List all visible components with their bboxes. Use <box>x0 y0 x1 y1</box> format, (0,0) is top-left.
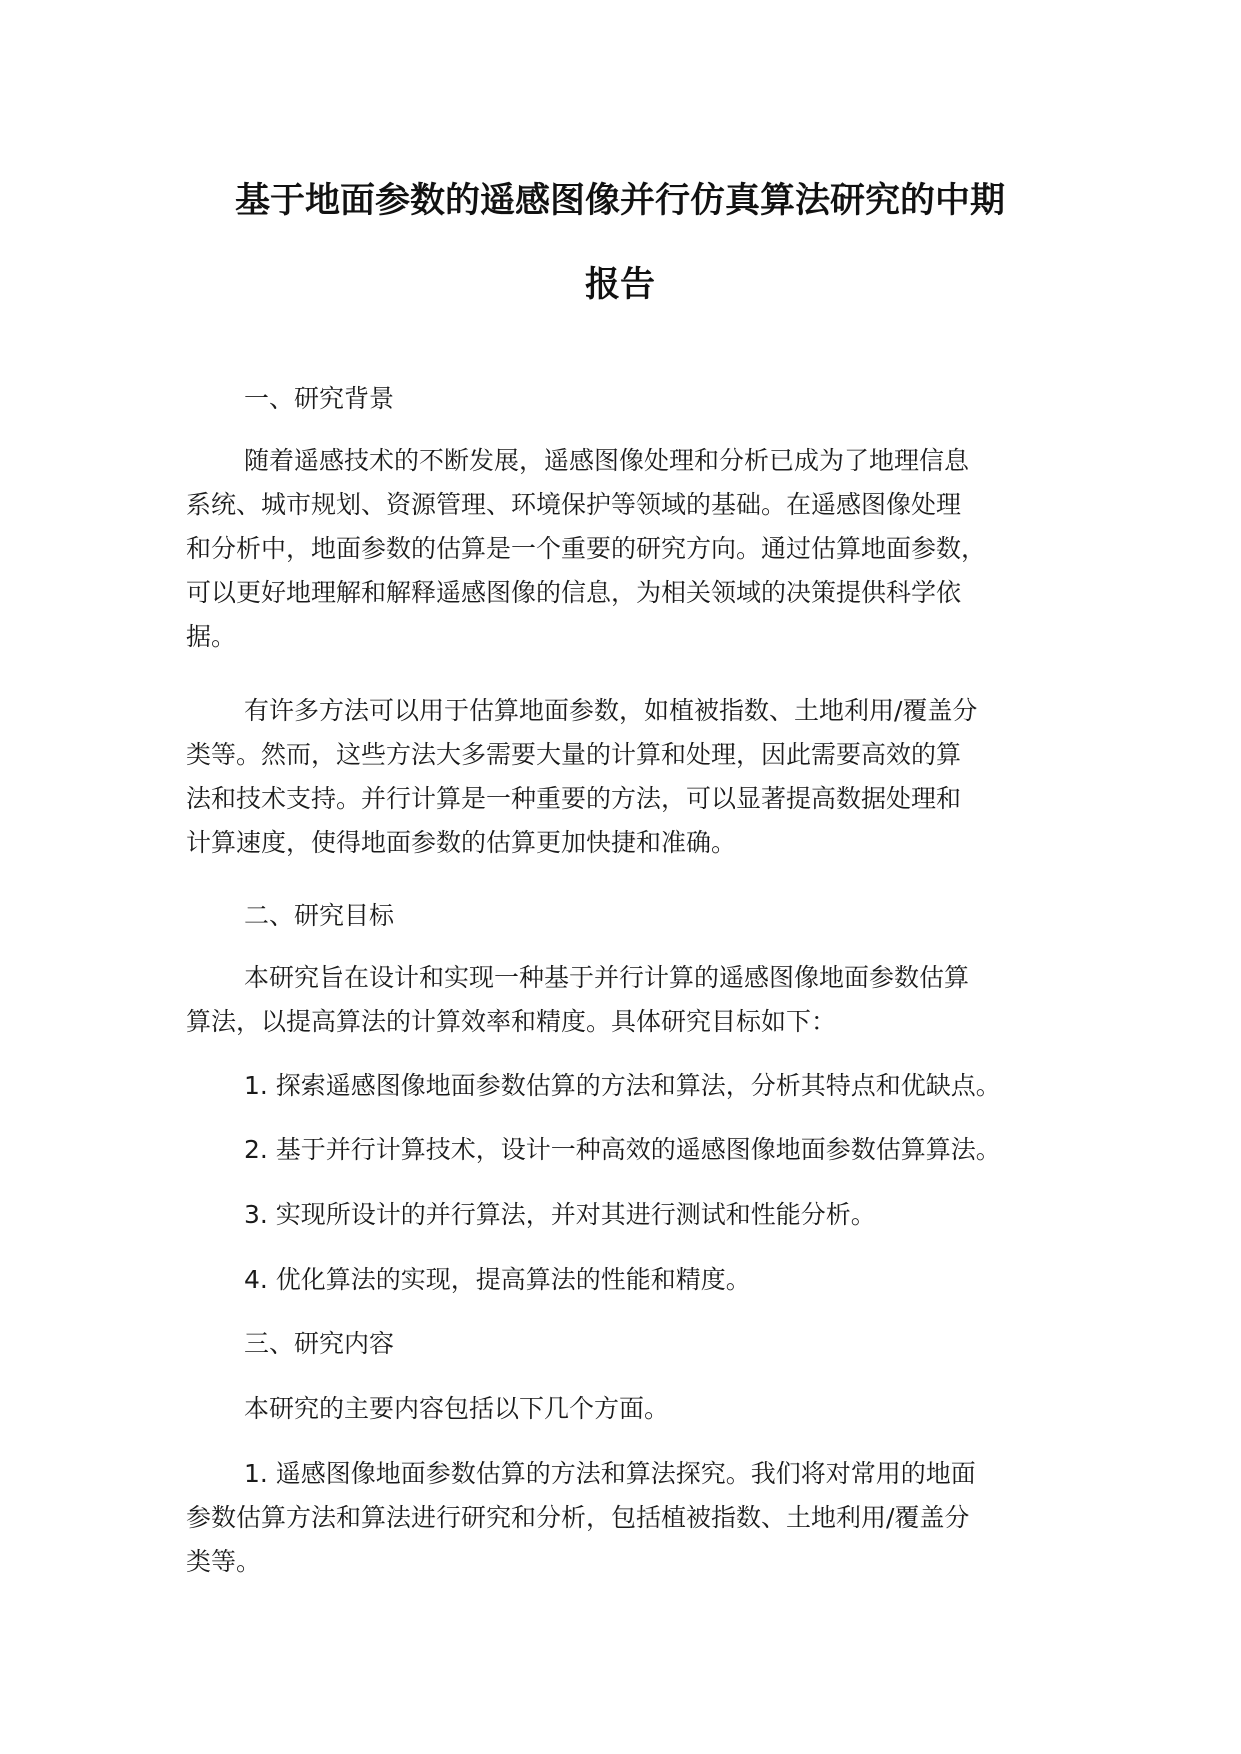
paragraph-line: 算法，以提高算法的计算效率和精度。具体研究目标如下： <box>186 1007 837 1036</box>
paragraph-line: 系统、城市规划、资源管理、环境保护等领域的基础。在遥感图像处理 <box>186 490 962 519</box>
goal-item <box>186 1193 1086 1237</box>
paragraph-methods <box>186 689 1086 865</box>
heading-text: 一、研究背景 <box>244 384 395 413</box>
document-title-line-1: 基于地面参数的遥感图像并行仿真算法研究的中期 <box>234 181 1005 221</box>
heading-text: 三、研究内容 <box>244 1329 395 1358</box>
paragraph-line: 法和技术支持。并行计算是一种重要的方法，可以显著提高数据处理和 <box>186 784 962 813</box>
goal-item <box>186 1258 1086 1302</box>
paragraph-line: 计算速度，使得地面参数的估算更加快捷和准确。 <box>186 828 737 857</box>
heading-text: 二、研究目标 <box>244 901 395 930</box>
goal-text: 1. 探索遥感图像地面参数估算的方法和算法，分析其特点和优缺点。 <box>244 1071 1001 1100</box>
paragraph-line: 据。 <box>186 622 237 651</box>
paragraph-line: 参数估算方法和算法进行研究和分析，包括植被指数、土地利用/覆盖分 <box>186 1503 970 1532</box>
section-heading-background <box>186 377 1086 421</box>
document-title-line-2: 报告 <box>584 265 655 305</box>
paragraph-line: 有许多方法可以用于估算地面参数，如植被指数、土地利用/覆盖分 <box>244 696 978 725</box>
paragraph-goals-intro <box>186 956 1086 1044</box>
goal-text: 3. 实现所设计的并行算法，并对其进行测试和性能分析。 <box>244 1200 876 1229</box>
paragraph-line: 1. 遥感图像地面参数估算的方法和算法探究。我们将对常用的地面 <box>244 1459 976 1488</box>
goal-item <box>186 1064 1086 1108</box>
paragraph-line: 类等。然而，这些方法大多需要大量的计算和处理，因此需要高效的算 <box>186 740 962 769</box>
paragraph-line: 和分析中，地面参数的估算是一个重要的研究方向。通过估算地面参数， <box>186 534 987 563</box>
goal-item <box>186 1128 1086 1172</box>
paragraph-line: 本研究旨在设计和实现一种基于并行计算的遥感图像地面参数估算 <box>244 963 970 992</box>
goal-text: 4. 优化算法的实现，提高算法的性能和精度。 <box>244 1265 751 1294</box>
paragraph-line: 可以更好地理解和解释遥感图像的信息，为相关领域的决策提供科学依 <box>186 578 962 607</box>
content-item <box>186 1452 1086 1584</box>
paragraph-background <box>186 439 1086 659</box>
section-heading-goals <box>186 894 1086 938</box>
paragraph-content-intro <box>186 1387 1086 1431</box>
goal-text: 2. 基于并行计算技术，设计一种高效的遥感图像地面参数估算算法。 <box>244 1135 1001 1164</box>
section-heading-content <box>186 1322 1086 1366</box>
paragraph-line: 随着遥感技术的不断发展，遥感图像处理和分析已成为了地理信息 <box>244 446 970 475</box>
paragraph-line: 类等。 <box>186 1547 262 1576</box>
paragraph-line: 本研究的主要内容包括以下几个方面。 <box>244 1394 670 1423</box>
